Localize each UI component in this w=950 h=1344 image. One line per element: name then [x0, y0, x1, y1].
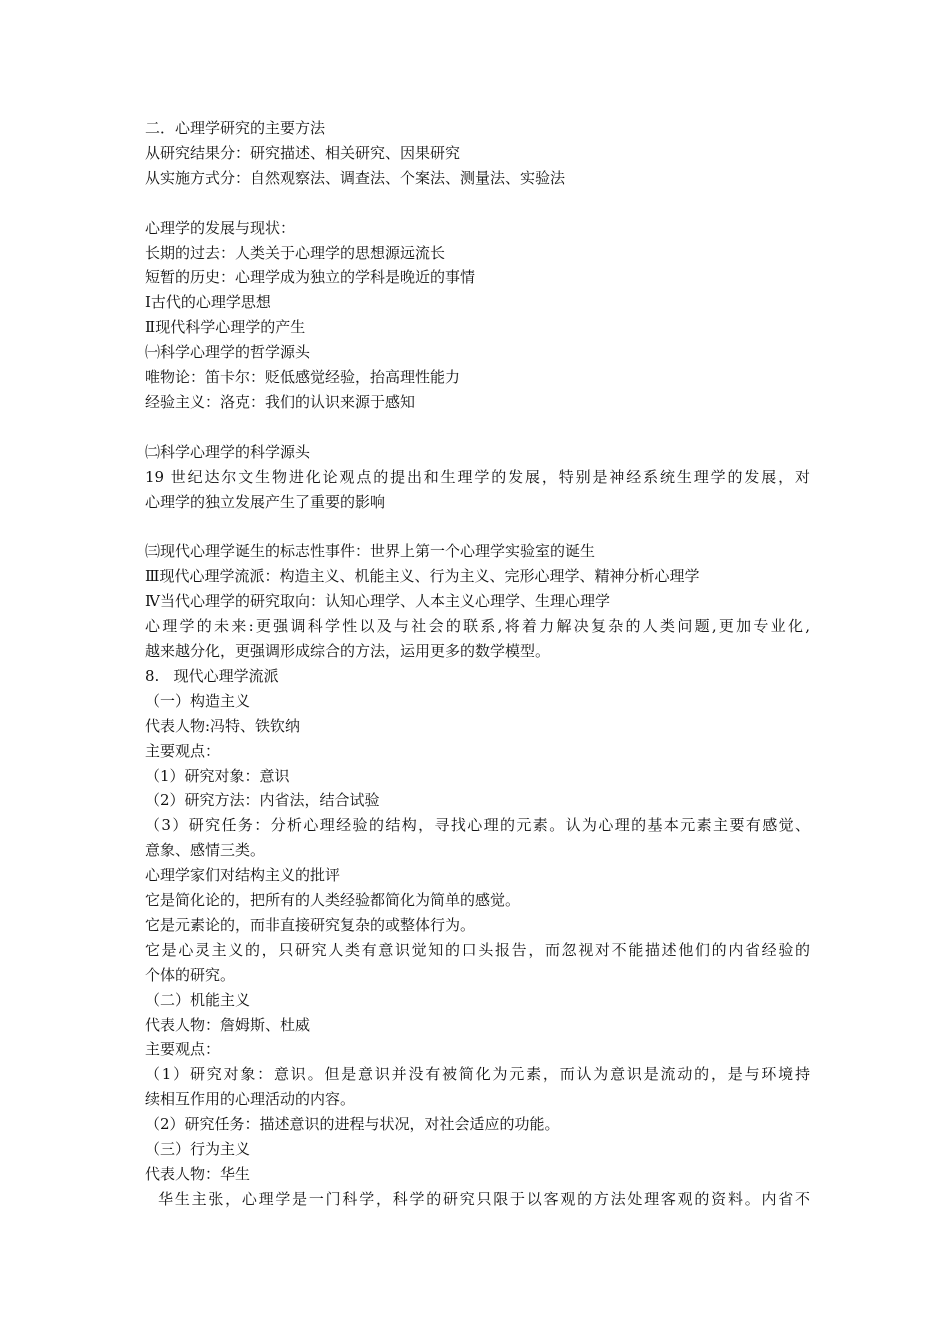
text-line: （3）研究任务：分析心理经验的结构，寻找心理的元素。认为心理的基本元素主要有感觉、 — [145, 816, 810, 835]
text-line: 它是心灵主义的，只研究人类有意识觉知的口头报告，而忽视对不能描述他们的内省经验的 — [145, 940, 810, 959]
text-line: 主要观点： — [145, 1040, 221, 1059]
text-line: 短暂的历史：心理学成为独立的学科是晚近的事情 — [145, 268, 476, 287]
text-line: ㈠科学心理学的哲学源头 — [145, 343, 311, 362]
text-line: 经验主义：洛克：我们的认识来源于感知 — [145, 392, 416, 411]
text-line: （1）研究对象：意识。但是意识并没有被简化为元素，而认为意识是流动的，是与环境持 — [145, 1065, 810, 1084]
text-line: 意象、感情三类。 — [145, 841, 266, 860]
text-line: （2）研究方法：内省法，结合试验 — [145, 791, 380, 810]
text-line: 从研究结果分：研究描述、相关研究、因果研究 — [145, 143, 461, 162]
text-line: 它是元素论的，而非直接研究复杂的或整体行为。 — [145, 915, 476, 934]
text-line: 代表人物:冯特、铁钦纳 — [145, 716, 301, 735]
text-line: 唯物论：笛卡尔：贬低感觉经验，抬高理性能力 — [145, 368, 461, 387]
text-line: 它是简化论的，把所有的人类经验都简化为简单的感觉。 — [145, 891, 521, 910]
text-line: 长期的过去：人类关于心理学的思想源远流长 — [145, 243, 446, 262]
text-line: 心理学的独立发展产生了重要的影响 — [145, 492, 386, 511]
text-line: （2）研究任务：描述意识的进程与状况，对社会适应的功能。 — [145, 1115, 560, 1134]
text-line: 心理学的发展与现状： — [145, 218, 296, 237]
text-line: 代表人物：詹姆斯、杜威 — [145, 1015, 311, 1034]
text-line: ㈡科学心理学的科学源头 — [145, 442, 311, 461]
text-line: Ⅰ古代的心理学思想 — [145, 293, 271, 312]
text-line: 越来越分化，更强调形成综合的方法，运用更多的数学模型。 — [145, 641, 551, 660]
text-line: Ⅱ现代科学心理学的产生 — [145, 318, 306, 337]
text-line: 主要观点： — [145, 741, 221, 760]
text-line: 续相互作用的心理活动的内容。 — [145, 1090, 356, 1109]
text-line: 心理学家们对结构主义的批评 — [145, 866, 341, 885]
text-line: （一）构造主义 — [145, 691, 251, 710]
blank-line — [145, 514, 810, 539]
text-line: （1）研究对象：意识 — [145, 766, 290, 785]
blank-line — [145, 191, 810, 216]
text-line: 8. 现代心理学流派 — [145, 666, 279, 685]
blank-line — [145, 415, 810, 440]
text-line: 19 世纪达尔文生物进化论观点的提出和生理学的发展，特别是神经系统生理学的发展，对 — [145, 467, 810, 486]
document-body — [145, 116, 810, 1212]
text-line: ㈢现代心理学诞生的标志性事件：世界上第一个心理学实验室的诞生 — [145, 542, 596, 561]
text-line: Ⅲ现代心理学流派：构造主义、机能主义、行为主义、完形心理学、精神分析心理学 — [145, 567, 700, 586]
text-line: 华生主张，心理学是一门科学，科学的研究只限于以客观的方法处理客观的资料。内省不 — [145, 1189, 810, 1208]
text-line: 心理学的未来:更强调科学性以及与社会的联系,将着力解决复杂的人类问题,更加专业化, — [145, 617, 810, 636]
text-line: （二）机能主义 — [145, 990, 251, 1009]
text-line: 个体的研究。 — [145, 965, 236, 984]
text-line: Ⅳ当代心理学的研究取向：认知心理学、人本主义心理学、生理心理学 — [145, 592, 610, 611]
text-line: 代表人物：华生 — [145, 1165, 251, 1184]
text-line: 二．心理学研究的主要方法 — [145, 119, 326, 137]
text-line: （三）行为主义 — [145, 1140, 251, 1159]
text-line: 从实施方式分：自然观察法、调查法、个案法、测量法、实验法 — [145, 168, 566, 187]
